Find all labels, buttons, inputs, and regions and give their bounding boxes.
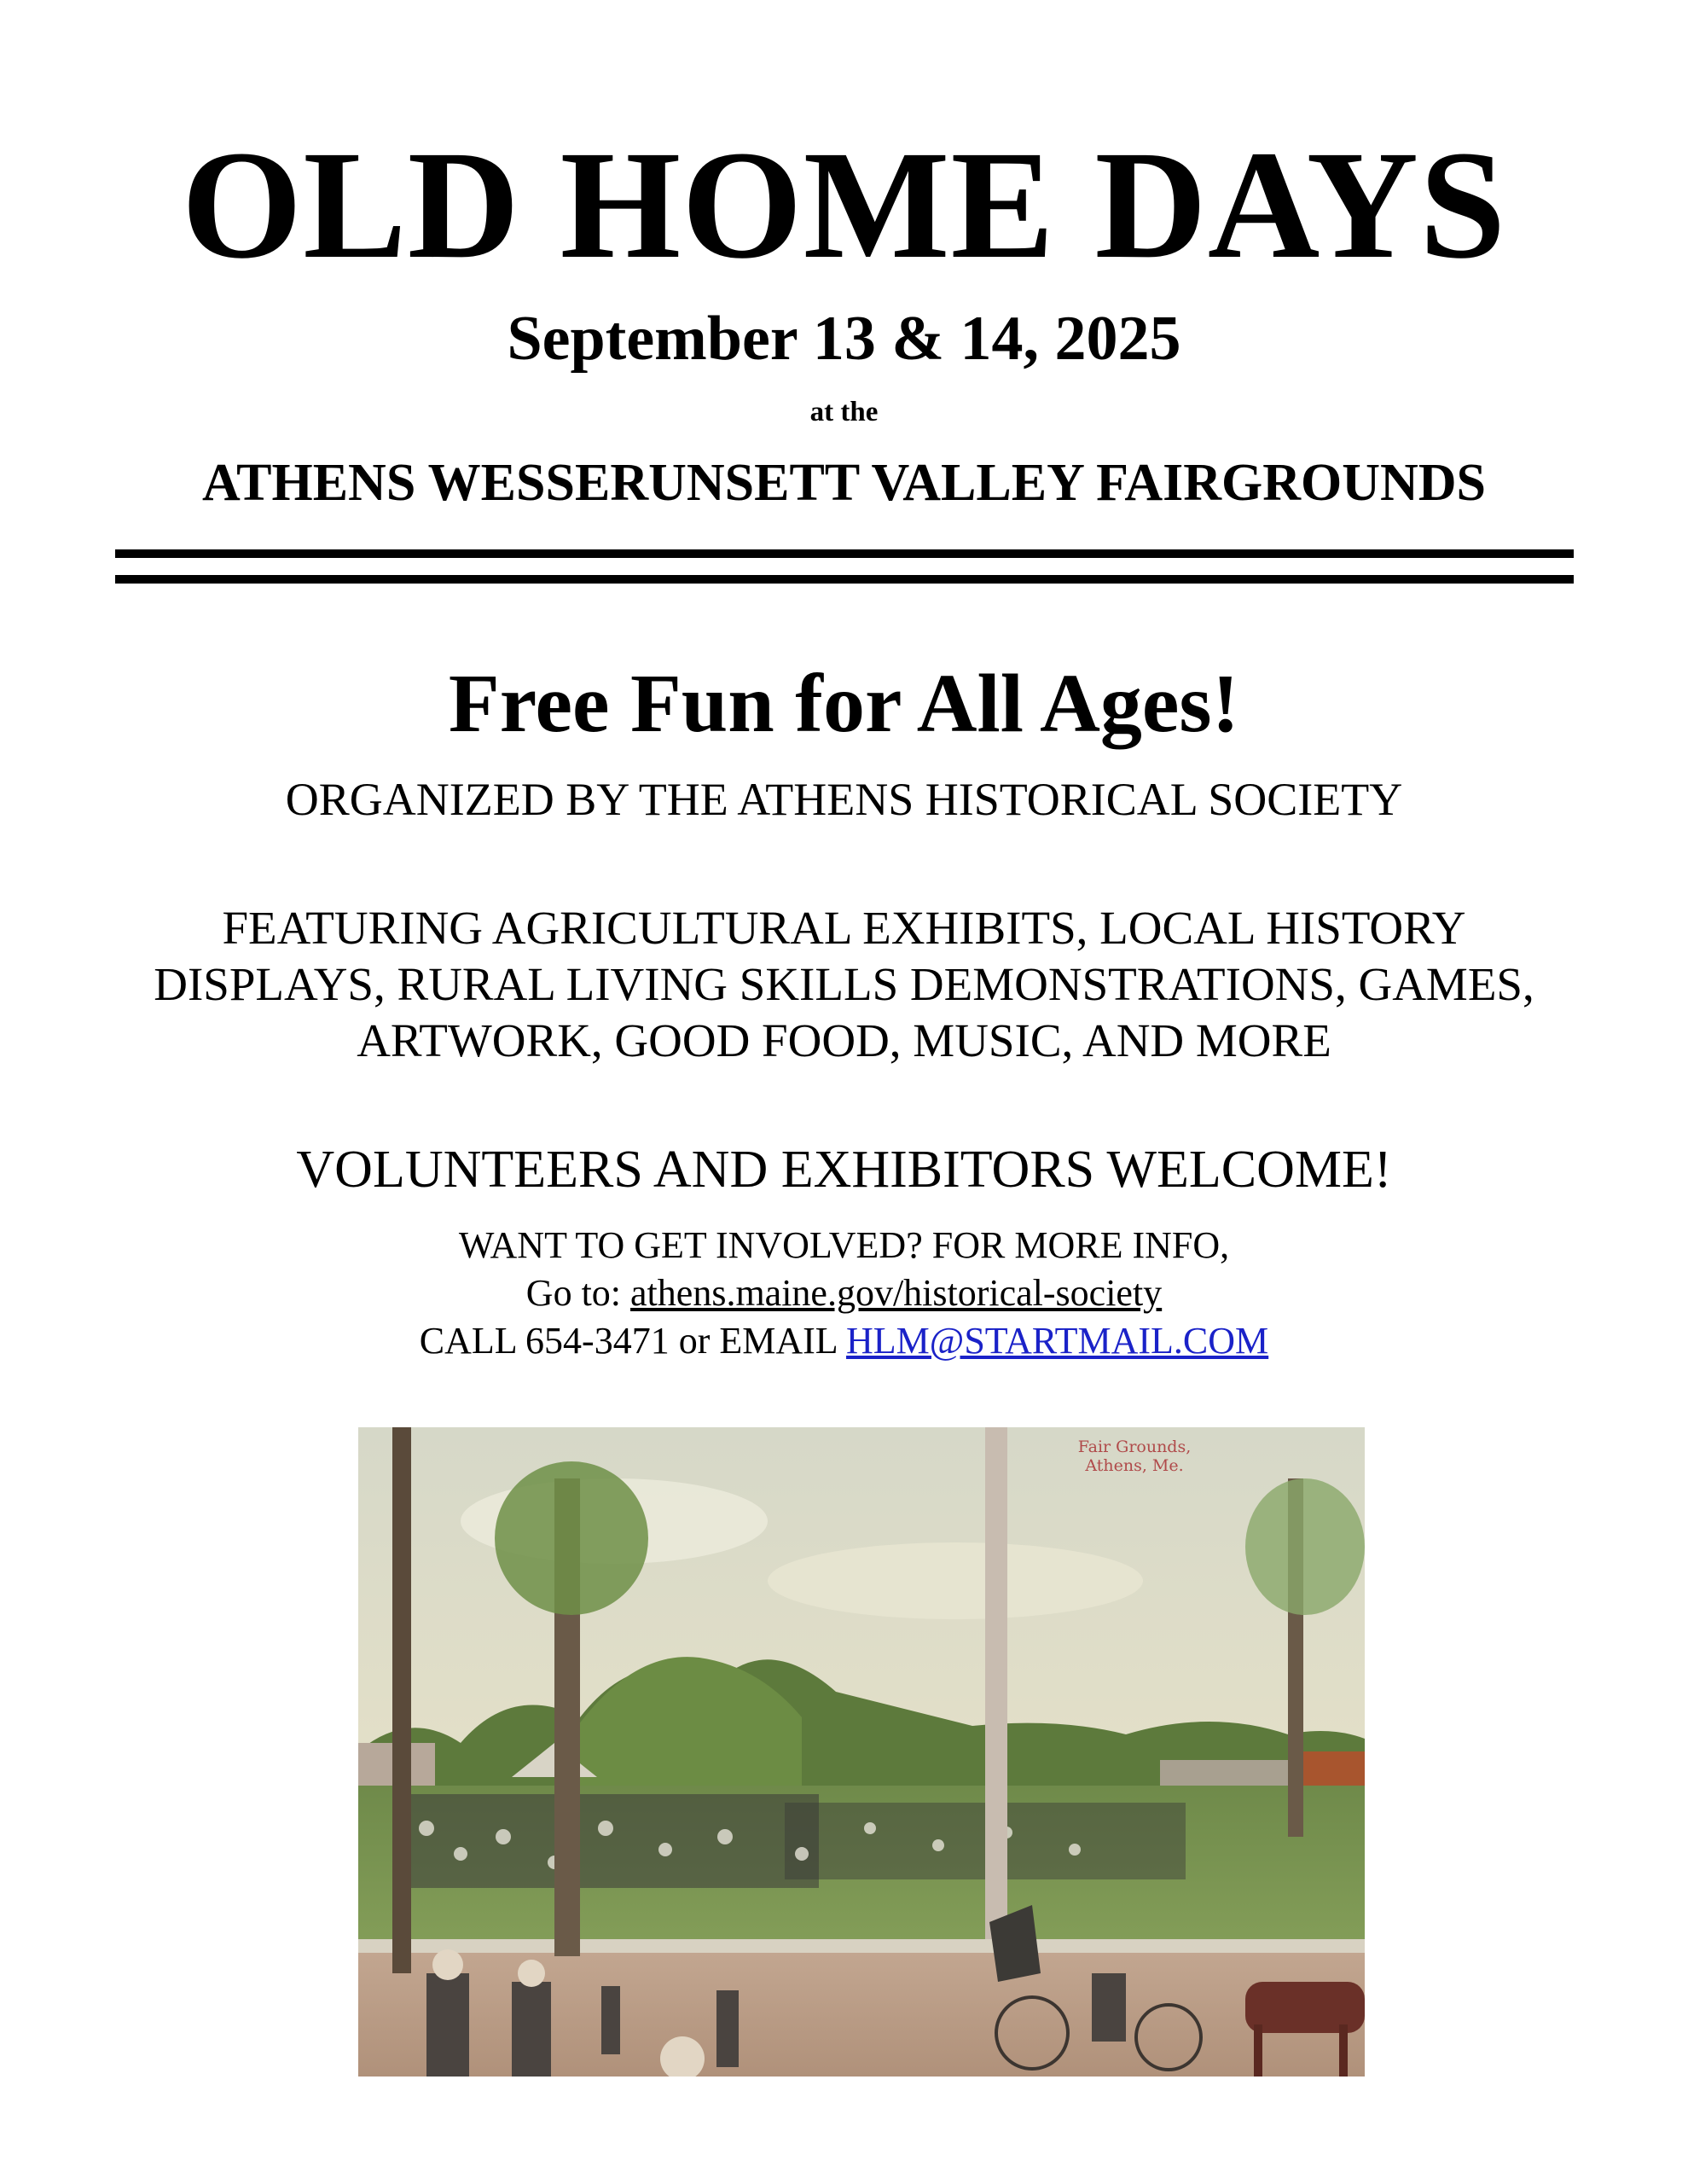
features-line-3: ARTWORK, GOOD FOOD, MUSIC, AND MORE xyxy=(357,1014,1331,1066)
features-line-1: FEATURING AGRICULTURAL EXHIBITS, LOCAL HISTORY xyxy=(222,902,1466,954)
flyer-title: OLD HOME DAYS xyxy=(181,119,1507,291)
fairgrounds-postcard-image xyxy=(358,1427,1365,2077)
at-the-label: at the xyxy=(809,397,879,427)
event-dates: September 13 & 14, 2025 xyxy=(507,304,1181,374)
info-line-website xyxy=(0,1269,1688,1317)
goto-label: Go to: xyxy=(525,1272,631,1314)
features-line-2: DISPLAYS, RURAL LIVING SKILLS DEMONSTRATIONS, GAMES, xyxy=(154,958,1534,1010)
info-line-1: WANT TO GET INVOLVED? FOR MORE INFO, xyxy=(458,1224,1230,1266)
postcard-caption xyxy=(1006,1438,1262,1475)
caption-line-1: Fair Grounds, xyxy=(1077,1438,1192,1456)
caption-line-2: Athens, Me. xyxy=(1085,1456,1184,1475)
info-line-contact xyxy=(0,1317,1688,1365)
organizer-line: ORGANIZED BY THE ATHENS HISTORICAL SOCIETY xyxy=(285,774,1403,825)
call-label: CALL 654-3471 or EMAIL xyxy=(419,1320,847,1362)
venue-name: ATHENS WESSERUNSETT VALLEY FAIRGROUNDS xyxy=(201,454,1487,512)
volunteers-heading: VOLUNTEERS AND EXHIBITORS WELCOME! xyxy=(296,1141,1392,1199)
double-line-divider xyxy=(115,544,1574,594)
contact-info xyxy=(0,1222,1688,1365)
website-link[interactable]: athens.maine.gov/historical-society xyxy=(630,1272,1163,1314)
email-link[interactable]: HLM@STARTMAIL.COM xyxy=(846,1320,1269,1362)
features-paragraph xyxy=(0,900,1688,1069)
tagline: Free Fun for All Ages! xyxy=(448,658,1240,750)
